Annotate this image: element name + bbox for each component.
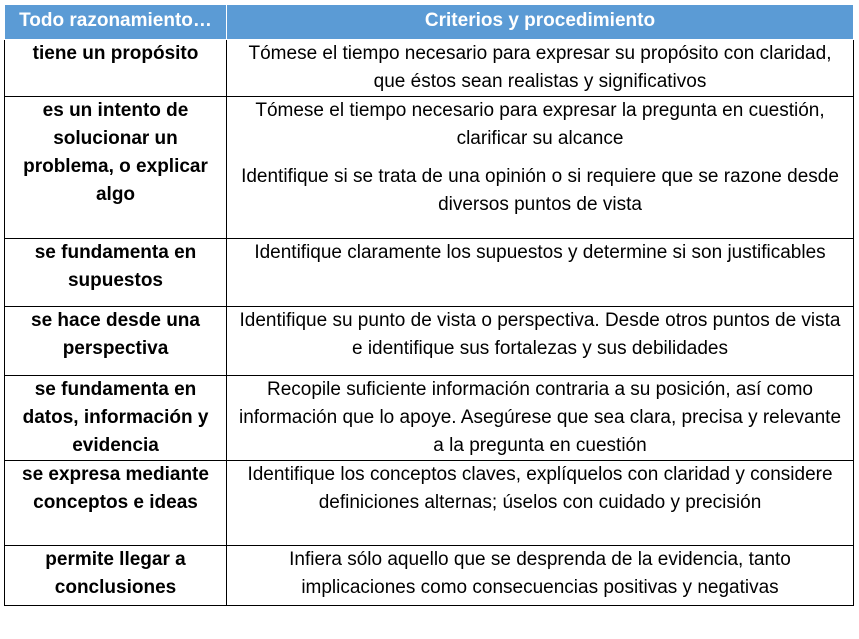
header-aspect: Todo razonamiento…: [5, 5, 227, 40]
reasoning-criteria-table: [4, 4, 854, 606]
table-row: [5, 461, 854, 546]
table-header-row: [5, 5, 854, 40]
aspect-text: se expresa mediante conceptos e ideas: [22, 464, 209, 513]
aspect-text: es un intento de solucionar un problema, o explicar algo: [23, 100, 208, 205]
aspect-text: se fundamenta en datos, información y evidencia: [22, 379, 209, 456]
table-row: [5, 307, 854, 376]
row-criteria: [227, 97, 854, 239]
table-row: [5, 97, 854, 239]
table-row: [5, 40, 854, 97]
criteria-text: Identifique si se trata de una opinión o si requiere que se razone desde diversos puntos de vista: [241, 166, 839, 215]
row-aspect: [5, 239, 227, 307]
criteria-text: Tómese el tiempo necesario para expresar la pregunta en cuestión, clarificar su alcance: [255, 100, 825, 149]
row-criteria: [227, 546, 854, 606]
row-criteria: [227, 239, 854, 307]
criteria-text: Identifique los conceptos claves, explíquelos con claridad y considere definiciones alternas; úselos con cuidado y precisión: [247, 464, 833, 513]
table-row: [5, 376, 854, 461]
row-aspect: [5, 461, 227, 546]
row-aspect: [5, 376, 227, 461]
criteria-text: Identifique su punto de vista o perspectiva. Desde otros puntos de vista e identifique sus fortalezas y sus debilidades: [239, 310, 841, 359]
row-criteria: [227, 40, 854, 97]
row-criteria: [227, 461, 854, 546]
criteria-text: Identifique claramente los supuestos y determine si son justificables: [254, 242, 826, 263]
criteria-text: Recopile suficiente información contraria a su posición, así como información que lo apoye. Asegúrese que sea clara, precisa y relevante a la pregunta en cuestión: [238, 379, 842, 456]
aspect-text: se fundamenta en supuestos: [34, 242, 197, 291]
row-criteria: [227, 376, 854, 461]
criteria-text: Tómese el tiempo necesario para expresar su propósito con claridad, que éstos sean realistas y significativos: [248, 43, 832, 92]
row-aspect: [5, 97, 227, 239]
header-criteria: Criterios y procedimiento: [227, 5, 854, 40]
table-row: [5, 546, 854, 606]
row-aspect: [5, 546, 227, 606]
row-aspect: [5, 40, 227, 97]
criteria-text: Infiera sólo aquello que se desprenda de la evidencia, tanto implicaciones como consecuencias positivas y negativas: [289, 549, 791, 598]
aspect-text: tiene un propósito: [32, 43, 199, 64]
table-row: [5, 239, 854, 307]
aspect-text: permite llegar a conclusiones: [45, 549, 186, 598]
row-criteria: [227, 307, 854, 376]
row-aspect: [5, 307, 227, 376]
aspect-text: se hace desde una perspectiva: [31, 310, 200, 359]
